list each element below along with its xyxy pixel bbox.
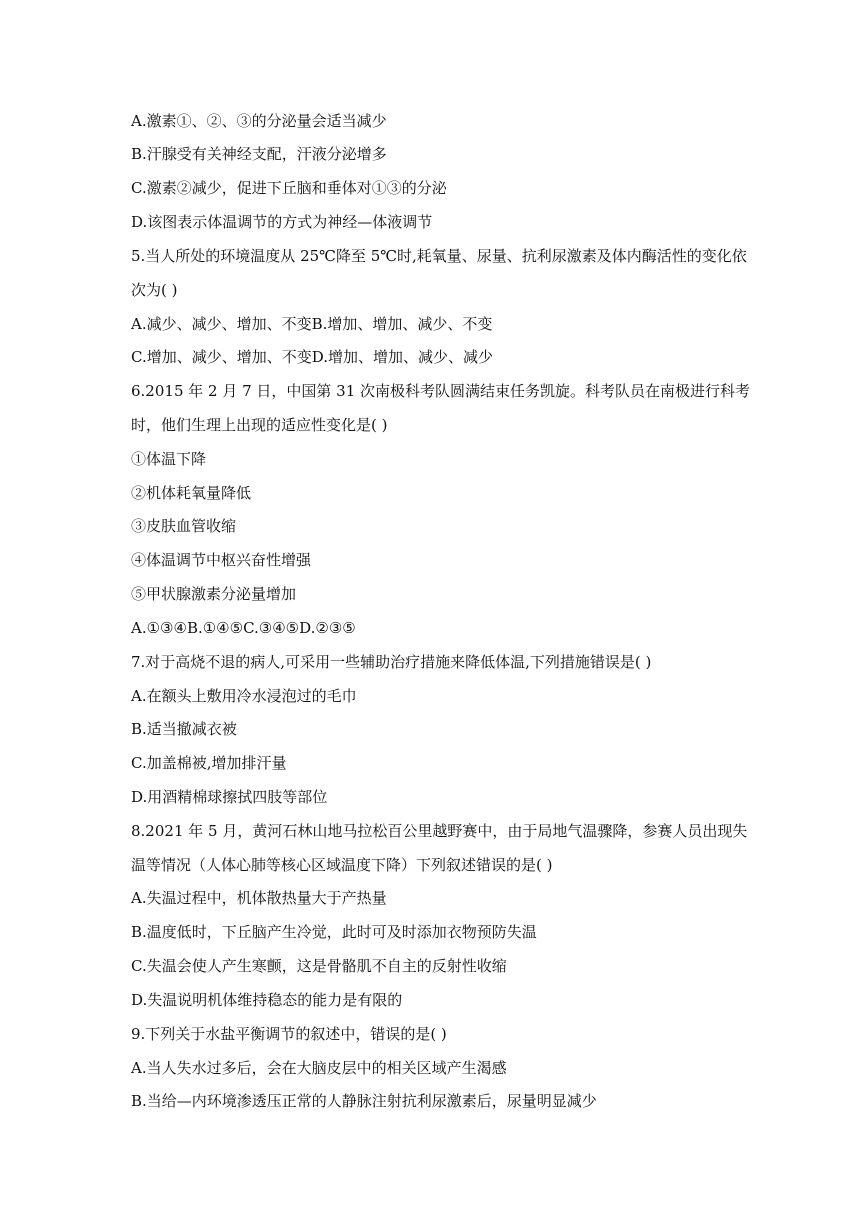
text-line: ④体温调节中枢兴奋性增强 (131, 551, 312, 569)
text-line: B.适当撤减衣被 (131, 720, 237, 738)
text-line: ①体温下降 (131, 450, 207, 468)
text-line: A.失温过程中，机体散热量大于产热量 (131, 889, 387, 907)
question-6-stem: 6.2015 年 2 月 7 日，中国第 31 次南极科考队圆满结束任务凯旋。科考队员在南极进行科考 (131, 382, 751, 400)
text-line: C.失温会使人产生寒颤，这是骨骼肌不自主的反射性收缩 (131, 957, 507, 975)
text-line: B.当给—内环境渗透压正常的人静脉注射抗利尿激素后，尿量明显减少 (131, 1092, 597, 1110)
text-line: A.在额头上敷用冷水浸泡过的毛巾 (131, 687, 357, 705)
question-8-stem: 8.2021 年 5 月，黄河石林山地马拉松百公里越野赛中，由于局地气温骤降，参赛人员出现失 (131, 822, 748, 840)
text-line: 次为( ) (131, 281, 178, 299)
text-line: C.激素②减少，促进下丘脑和垂体对①③的分泌 (131, 179, 447, 197)
text-line: A.①③④B.①④⑤C.③④⑤D.②③⑤ (131, 619, 356, 637)
text-line: A.减少、减少、增加、不变B.增加、增加、减少、不变 (131, 315, 493, 333)
text-line: 时，他们生理上出现的适应性变化是( ) (131, 416, 388, 434)
text-line: D.该图表示体温调节的方式为神经—体液调节 (131, 213, 433, 231)
text-line: B.温度低时，下丘脑产生冷觉，此时可及时添加衣物预防失温 (131, 923, 537, 941)
text-line: B.汗腺受有关神经支配，汗液分泌增多 (131, 145, 387, 163)
text-line: C.加盖棉被,增加排汗量 (131, 754, 287, 772)
text-line: D.失温说明机体维持稳态的能力是有限的 (131, 991, 403, 1009)
question-7-stem: 7.对于高烧不退的病人,可采用一些辅助治疗措施来降低体温,下列措施错误是( ) (131, 653, 652, 671)
question-5-stem: 5.当人所处的环境温度从 25℃降至 5℃时,耗氧量、尿量、抗利尿激素及体内酶活性的变化依 (131, 247, 747, 265)
text-line: A.当人失水过多后，会在大脑皮层中的相关区域产生渴感 (131, 1059, 507, 1077)
text-line: ⑤甲状腺激素分泌量增加 (131, 585, 297, 603)
text-line: 温等情况（人体心肺等核心区域温度下降）下列叙述错误的是( ) (131, 856, 553, 874)
text-line: A.激素①、②、③的分泌量会适当减少 (131, 112, 387, 130)
text-line: ③皮肤血管收缩 (131, 517, 237, 535)
text-line: ②机体耗氧量降低 (131, 484, 252, 502)
text-line: C.增加、减少、增加、不变D.增加、增加、减少、减少 (131, 348, 493, 366)
question-9-stem: 9.下列关于水盐平衡调节的叙述中，错误的是( ) (131, 1025, 447, 1043)
text-line: D.用酒精棉球擦拭四肢等部位 (131, 788, 328, 806)
